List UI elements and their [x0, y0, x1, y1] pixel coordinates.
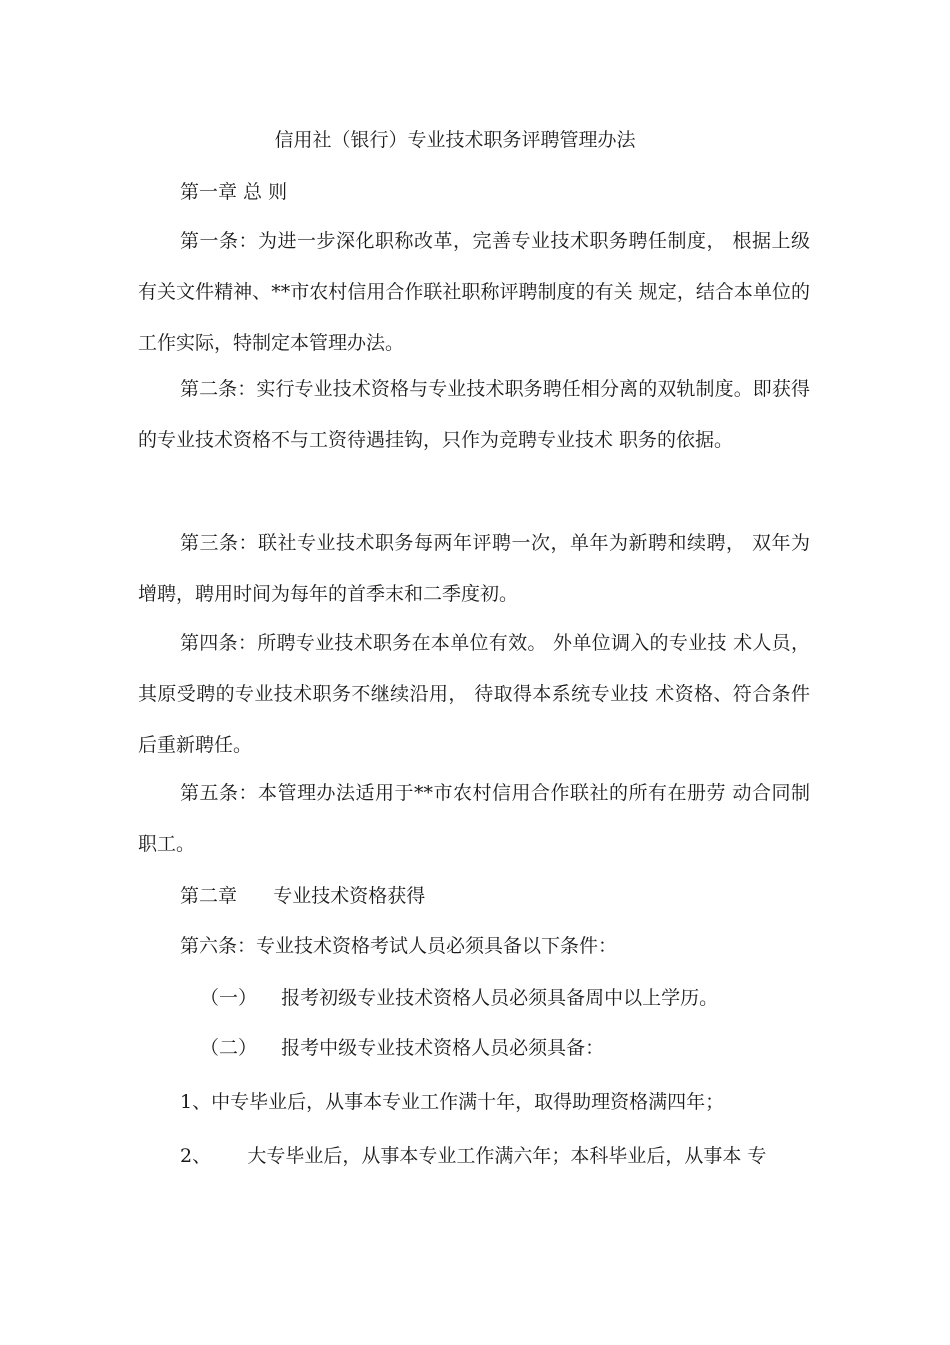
article-5: 第五条：本管理办法适用于**市农村信用合作联社的所有在册劳 动合同制职工。 — [138, 782, 810, 855]
article-2: 第二条：实行专业技术资格与专业技术职务聘任相分离的双轨制度。即获得的专业技术资格不与工资待遇挂钩，只作为竞聘专业技术 职务的依据。 — [138, 378, 810, 451]
chapter-heading-1: 第一章 总 则 — [180, 181, 288, 203]
article-3: 第三条：联社专业技术职务每两年评聘一次，单年为新聘和续聘， 双年为增聘，聘用时间为每年的首季末和二季度初。 — [138, 532, 810, 605]
sub-item-2: 2、 大专毕业后，从事本专业工作满六年；本科毕业后，从事本 专 — [180, 1145, 767, 1167]
article-6: 第六条：专业技术资格考试人员必须具备以下条件： — [180, 935, 618, 957]
article-4: 第四条：所聘专业技术职务在本单位有效。 外单位调入的专业技 术人员，其原受聘的专业技术职务不继续沿用， 待取得本系统专业技 术资格、符合条件后重新聘任。 — [138, 632, 810, 756]
document-title: 信用社（银行）专业技术职务评聘管理办法 — [274, 129, 636, 151]
list-item-1: （一） 报考初级专业技术资格人员必须具备周中以上学历。 — [200, 987, 719, 1009]
chapter-heading-2: 第二章 专业技术资格获得 — [180, 885, 426, 907]
article-1: 第一条：为进一步深化职称改革，完善专业技术职务聘任制度， 根据上级有关文件精神、**市农村信用合作联社职称评聘制度的有关 规定，结合本单位的工作实际，特制定本管理办法。 — [138, 230, 810, 354]
sub-item-1: 1、中专毕业后，从事本专业工作满十年，取得助理资格满四年； — [180, 1091, 725, 1113]
list-item-2: （二） 报考中级专业技术资格人员必须具备： — [200, 1037, 605, 1059]
